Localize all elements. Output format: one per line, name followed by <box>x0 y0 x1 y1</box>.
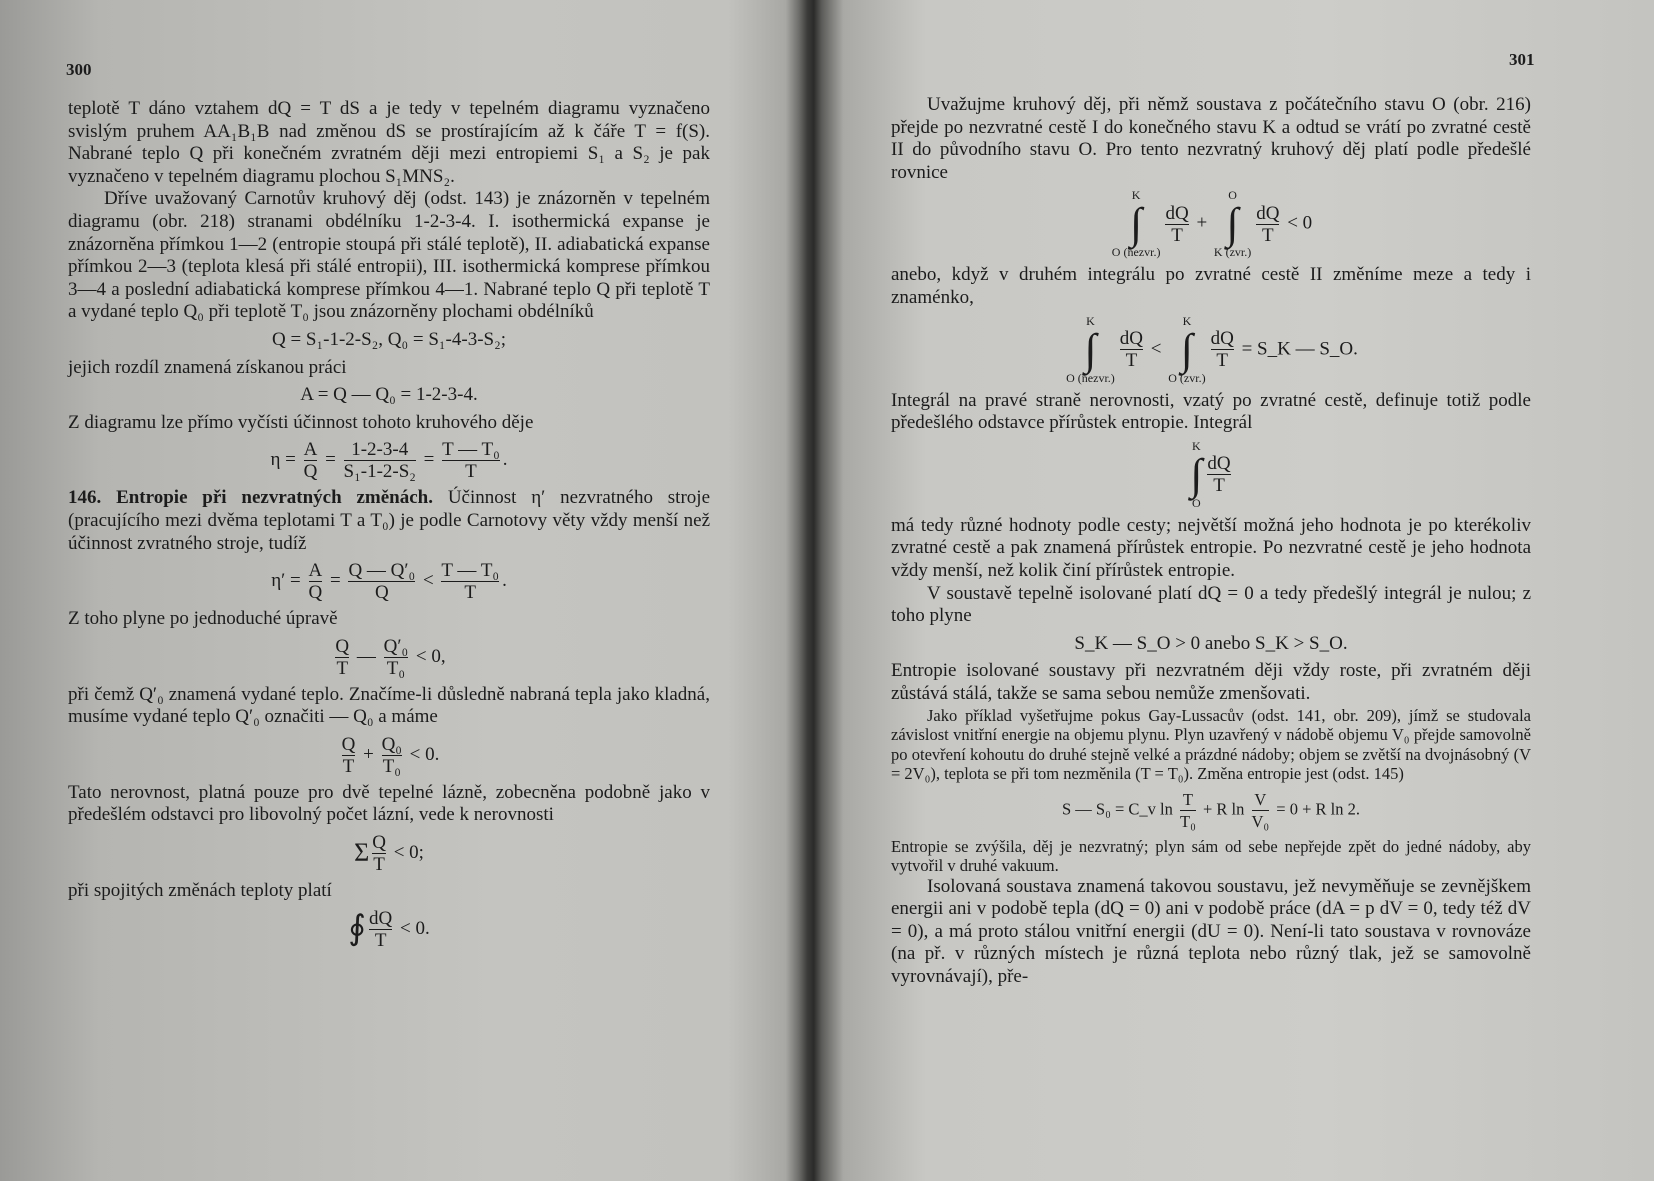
numerator: T — T₀ <box>441 560 500 582</box>
denominator: T₀ <box>384 657 409 679</box>
section-heading: 146. Entropie při nezvratných změnách. <box>68 487 433 509</box>
paragraph-small: Jako příklad vyšetřujme pokus Gay-Lussacův (odst. 141, obr. 209), jímž se studovala závislost vnitřní energie na objemu plynu. Plyn uzavřený v nádobě objemu V₀ přejde samovolně po otevření kohoutu do druhé stejně velké a prázdné nádoby; objem se zvětší na dvojnásobný (V = 2V₀), teplota se při tom nezměnila (T = T₀). Změna entropie jest (odst. 145) <box>891 705 1531 783</box>
eq-part: + <box>363 743 374 765</box>
equation <box>891 315 1531 385</box>
eq-part: < <box>1150 337 1162 359</box>
lower-limit: O (nezvr.) <box>1066 370 1115 385</box>
paragraph: Dříve uvažovaný Carnotův kruhový děj (odst. 143) je znázorněn v tepelném diagramu (obr. 218) stranami obdélníku 1-2-3-4. I. isothermická expanse je znázorněna přímkou 1—2 (entropie stoupá při stálé teplotě), II. adiabatická expanse přímkou 2—3 (teplota klesá při stálé entropii), III. isothermická komprese přímkou 3—4 a poslední adiabatická komprese přímkou 4—1. Nabrané teplo Q při teplotě T a vydané teplo Q₀ při teplotě T₀ jsou znázorněny plochami obdélníků <box>68 188 710 323</box>
upper-limit: O <box>1228 188 1237 203</box>
eq-part: < 0; <box>393 841 424 863</box>
paragraph: teplotě T dáno vztahem dQ = T dS a je tedy v tepelném diagramu vyznačeno svislým pruhem AA₁B₁B nad změnou dS se prostírajícím až k čáře T = f(S). Nabrané teplo Q při konečném zvratném ději mezi entropiemi S₁ a S₂ je pak vyznačeno v tepelném diagramu plochou S₁MNS₂. <box>68 98 710 187</box>
eq-part: < 0 <box>1287 212 1313 234</box>
denominator: T <box>1207 474 1230 496</box>
fraction <box>309 560 323 603</box>
numerator: Q — Q′₀ <box>348 560 416 582</box>
eq-part: = 0 + R ln 2. <box>1276 798 1360 818</box>
integral <box>1168 315 1205 385</box>
denominator: T <box>369 929 392 951</box>
numerator: Q <box>372 832 386 854</box>
paragraph: anebo, když v druhém integrálu po zvratné cestě II změníme meze a tedy i znaménko, <box>891 264 1531 308</box>
fraction <box>348 560 415 603</box>
fraction <box>384 636 409 679</box>
eq-part: . <box>502 449 508 471</box>
fraction <box>304 439 318 482</box>
fraction <box>382 734 402 777</box>
paragraph: Z toho plyne po jednoduché úpravě <box>68 608 338 630</box>
integral <box>1112 189 1161 259</box>
fraction <box>1165 203 1188 246</box>
equation <box>68 832 710 875</box>
eq-part: η′ = <box>271 569 301 591</box>
eq-part: = S_K — S_O. <box>1241 337 1358 359</box>
numerator: A <box>308 560 323 582</box>
integral-icon: ∫ <box>1226 199 1239 249</box>
denominator: V₀ <box>1251 811 1270 831</box>
fraction <box>442 439 500 482</box>
equation <box>891 440 1531 510</box>
numerator: dQ <box>1210 328 1234 350</box>
upper-limit: K <box>1086 313 1095 328</box>
denominator: T <box>1120 349 1143 371</box>
numerator: Q₀ <box>381 733 402 755</box>
equation <box>891 189 1531 259</box>
denominator: Q <box>303 461 318 483</box>
denominator: T <box>373 854 385 876</box>
denominator: T <box>336 657 349 679</box>
eq-part: < <box>422 569 434 591</box>
numerator: V <box>1254 789 1267 809</box>
lower-limit: K (zvr.) <box>1213 245 1252 260</box>
left-page <box>0 0 790 1181</box>
eq-part: S — S₀ = C_v ln <box>1061 798 1173 818</box>
numerator: dQ <box>369 907 393 929</box>
paragraph: při spojitých změnách teploty platí <box>68 880 332 902</box>
eq-part: — <box>356 645 376 667</box>
upper-limit: K <box>1131 188 1141 203</box>
paragraph: Entropie isolované soustavy při nezvratném ději vždy roste, při zvratném ději zůstává stálá, takže se sama sebou nemůže zmenšovati. <box>891 660 1531 704</box>
eq-part: + <box>1196 212 1208 234</box>
numerator: Q <box>335 635 350 657</box>
upper-limit: K <box>1192 438 1201 453</box>
denominator: T <box>441 581 499 603</box>
contour-integral-symbol: ∮ <box>348 909 366 947</box>
page-number: 301 <box>1509 50 1535 69</box>
fraction <box>369 908 392 951</box>
integral-icon: ∫ <box>1190 449 1203 499</box>
paragraph: Uvažujme kruhový děj, při němž soustava z počátečního stavu O (obr. 216) přejde po nezvratné cestě I do konečného stavu K a odtud se vrátí po zvratné cestě II do původního stavu O. Pro tento nezvratný kruhový děj platí podle předešlé rovnice <box>891 94 1531 183</box>
numerator: 1-2-3-4 <box>351 439 409 461</box>
fraction <box>1180 789 1196 832</box>
fraction <box>335 636 349 679</box>
eq-part: + R ln <box>1202 798 1245 818</box>
denominator: T <box>1165 224 1188 246</box>
right-page <box>815 0 1654 1181</box>
denominator: T <box>1256 224 1279 246</box>
fraction <box>1207 453 1230 496</box>
paragraph: Z diagramu lze přímo vyčísti účinnost tohoto kruhového děje <box>68 411 534 433</box>
numerator: dQ <box>1119 328 1144 350</box>
eq-part: η = <box>270 449 296 471</box>
equation: A = Q — Q₀ = 1-2-3-4. <box>300 384 478 406</box>
text-column <box>68 98 710 956</box>
denominator: T₀ <box>1180 811 1196 831</box>
integral <box>1214 189 1251 259</box>
lower-limit: O (zvr.) <box>1168 370 1206 385</box>
denominator: T <box>342 755 355 777</box>
eq-part: < 0, <box>415 645 446 667</box>
upper-limit: K <box>1182 313 1192 328</box>
integral-icon: ∫ <box>1130 199 1143 249</box>
numerator: dQ <box>1256 202 1280 224</box>
integral <box>1190 440 1202 510</box>
equation <box>68 636 710 679</box>
equation <box>68 734 710 777</box>
eq-part: < 0. <box>409 743 440 765</box>
integral-icon: ∫ <box>1180 324 1193 374</box>
paragraph-small: Entropie se zvýšila, děj je nezvratný; plyn sám od sebe nepřejde zpět do jedné nádoby, aby vytvořil v druhé vakuum. <box>891 836 1531 875</box>
equation: Q = S₁-1-2-S₂, Q₀ = S₁-4-3-S₂; <box>271 328 506 350</box>
paragraph: jejich rozdíl znamená získanou práci <box>68 356 347 378</box>
equation: S_K — S_O > 0 anebo S_K > S_O. <box>1074 632 1348 654</box>
paragraph: Isolovaná soustava znamená takovou soustavu, jež nevyměňuje se zevnějškem energii ani v podobě tepla (dQ = 0) ani v podobě práce (dA = p dV = 0, tedy též dV = 0), a má proto stálou vnitřní energii (dU = 0). Není-li tato soustava v rovnováze (na př. v různých místech je různá teplota nebo různý tlak, jež se samovolně vyrovnávají), pře- <box>891 875 1531 987</box>
denominator: S₁-1-2-S₂ <box>343 461 416 483</box>
fraction <box>344 439 416 482</box>
numerator: dQ <box>1207 453 1231 475</box>
numerator: T <box>1182 789 1193 809</box>
eq-part: = <box>423 449 435 471</box>
fraction <box>342 734 356 777</box>
paragraph: Tato nerovnost, platná pouze pro dvě tepelné lázně, zobecněna podobně jako v předešlém odstavci pro libovolný počet lázní, vede k nerovnosti <box>68 781 710 826</box>
eq-part: < 0. <box>399 917 430 939</box>
paragraph: při čemž Q′₀ znamená vydané teplo. Značíme-li důsledně nabraná tepla jako kladná, musíme vydané teplo Q′₀ označiti — Q₀ a máme <box>68 683 710 728</box>
numerator: A <box>303 439 318 461</box>
integral-icon: ∫ <box>1084 324 1097 374</box>
denominator: T₀ <box>382 755 401 777</box>
numerator: Q′₀ <box>383 635 409 657</box>
equation <box>891 789 1531 832</box>
text-column <box>891 94 1531 988</box>
fraction <box>372 832 386 875</box>
equation <box>68 908 710 951</box>
lower-limit: O (nezvr.) <box>1111 245 1161 260</box>
paragraph-text: Účinnost η′ nezvratného stroje (pracujícího mezi dvěma teplotami T a T₀) je podle Carnotovy věty vždy menší než účinnost zvratného stroje, tudíž <box>68 487 710 554</box>
denominator: Q <box>348 581 415 603</box>
sum-symbol: Σ <box>354 838 370 868</box>
eq-part: = <box>325 449 336 471</box>
equation <box>68 439 710 482</box>
paragraph: Integrál na pravé straně nerovnosti, vzatý po zvratné cestě, definuje totiž podle předešlého odstavce přírůstek entropie. Integrál <box>891 389 1531 434</box>
paragraph: má tedy různé hodnoty podle cesty; největší možná jeho hodnota je po kterékoliv zvratné cestě a pak znamená přírůstek entropie. Po nezvratné cestě je jeho hodnota vždy menší, než kolik činí přírůstek entropie. <box>891 514 1531 581</box>
fraction <box>1256 203 1279 246</box>
fraction <box>441 560 499 603</box>
paragraph: V soustavě tepelně isolované platí dQ = 0 a tedy předešlý integrál je nulou; z toho plyne <box>891 582 1531 627</box>
fraction <box>1211 328 1234 371</box>
page-number: 300 <box>66 60 92 79</box>
denominator: T <box>442 460 500 482</box>
equation <box>68 560 710 603</box>
numerator: dQ <box>1165 202 1189 224</box>
integral <box>1066 315 1115 385</box>
eq-part: = <box>329 569 341 591</box>
denominator: T <box>1211 349 1234 371</box>
eq-part: . <box>502 569 507 591</box>
lower-limit: O <box>1192 495 1201 510</box>
fraction <box>1120 328 1143 371</box>
fraction <box>1252 789 1270 832</box>
numerator: T — T₀ <box>442 439 500 461</box>
denominator: Q <box>308 582 323 604</box>
numerator: Q <box>341 733 356 755</box>
